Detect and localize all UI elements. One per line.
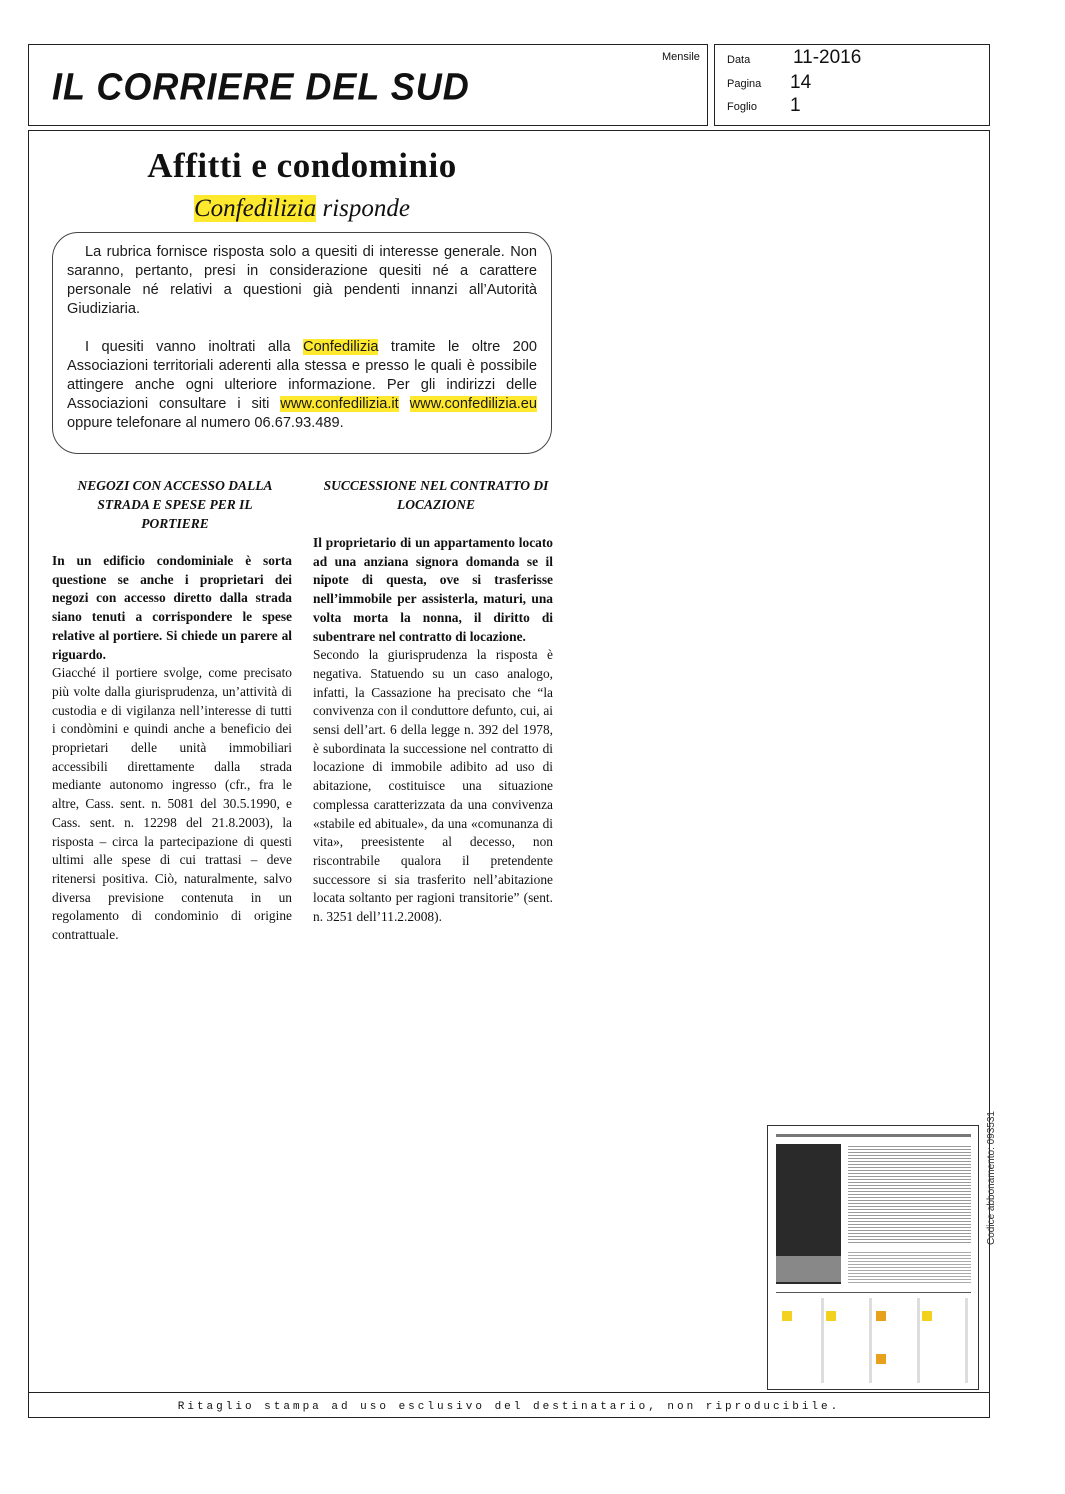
thumbnail-icon — [876, 1311, 886, 1321]
kicker-rest: risponde — [316, 195, 410, 222]
periodicity-label: Mensile — [662, 51, 700, 63]
column-1-title: NEGOZI CON ACCESSO DALLA STRADA E SPESE PER IL PORTIERE — [77, 478, 273, 531]
subscription-code: Codice abbonamento: 093531 — [986, 1111, 997, 1245]
footer-divider — [28, 1392, 990, 1393]
thumbnail-icon — [782, 1311, 792, 1321]
column-1-question: In un edificio condominiale è sorta questione se anche i proprietari dei negozi con accesso diretto dalla strada siano tenuti a corrispondere le spese relative al portiere. Si chiede un parere al riguardo. — [52, 553, 292, 662]
column-2-answer: Secondo la giurisprudenza la risposta è negativa. Statuendo su un caso analogo, infatti, la Cassazione ha precisato che “la convivenza con il conduttore defunto, cui, ai sensi dell’art. 6 della legge n. 392 del 1978, è subordinata la successione nel contratto di locazione di immobile adibito ad uso di abitazione, costituisce una situazione complessa caratterizzata da una convivenza «stabile ed abituale», da una «comunanza di vita», preesistente al decesso, non riscontrabile qualora il pretendente successore si sia trasferito nell’abitazione locata soltanto per ragioni transitorie” (sent. n. 3251 dell’11.2.2008). — [313, 647, 553, 925]
notice-text: oppure telefonare al numero 06.67.93.489. — [67, 415, 344, 431]
site-link-eu[interactable]: www.confedilizia.eu — [409, 396, 537, 412]
thumbnail-icon — [826, 1311, 836, 1321]
rubric-notice-box — [52, 232, 552, 454]
column-1-body — [52, 552, 292, 945]
column-2-title: SUCCESSIONE NEL CONTRATTO DI LOCAZIONE — [323, 478, 549, 512]
column-2-body — [313, 534, 553, 927]
notice-paragraph-1: La rubrica fornisce risposta solo a quesiti di interesse generale. Non saranno, pertanto, presi in considerazione quesiti né a carattere personale né relativi a questioni già pendenti innanzi all’Autorità Giudiziaria. — [67, 244, 537, 317]
date-label: Data — [727, 54, 751, 66]
article-kicker — [52, 195, 552, 223]
thumbnail-text-block — [848, 1250, 971, 1284]
site-link-it[interactable]: www.confedilizia.it — [280, 396, 399, 412]
column-2-question: Il proprietario di un appartamento locato ad una anziana signora domanda se il nipote di questa, ove si trasferisse nell’immobile per assisterla, maturi, una volta morta la nonna, il diritto di subentrare nel contratto di locazione. — [313, 535, 553, 644]
sheet-label: Foglio — [727, 101, 757, 113]
thumbnail-header-rule — [776, 1134, 971, 1137]
sheet-value: 1 — [790, 95, 801, 116]
thumbnail-lower-section — [776, 1298, 971, 1383]
page-thumbnail — [767, 1125, 979, 1390]
thumbnail-gray-block — [776, 1256, 841, 1282]
article-headline: Affitti e condominio — [147, 146, 457, 185]
thumbnail-icon — [876, 1354, 886, 1364]
date-value: 11-2016 — [793, 47, 862, 68]
page-value: 14 — [790, 72, 812, 93]
notice-brand: Confedilizia — [303, 339, 379, 355]
thumbnail-divider — [776, 1292, 971, 1293]
thumbnail-text-block — [848, 1144, 971, 1244]
page-label: Pagina — [727, 78, 762, 90]
column-1-answer: Giacché il portiere svolge, come precisato più volte dalla giurisprudenza, un’attività di custodia e di vigilanza nell’interesse di tutti i condòmini e quindi anche a beneficio dei proprietari delle unità immobiliari accessibili direttamente dalla strada mediante autonomo ingresso (cfr., fra le altre, Cass. sent. n. 5081 del 30.5.1990, e Cass. sent. n. 12298 del 21.8.2003), la risposta – circa la partecipazione di questi ultimi alle spese di cui trattasi – deve ritenersi positiva. Ciò, naturalmente, salvo diversa previsione contenuta in un regolamento di condominio di origine contrattuale. — [52, 665, 292, 943]
notice-paragraph-2 — [67, 338, 537, 433]
notice-text: I quesiti vanno inoltrati alla — [85, 339, 304, 355]
masthead-title: IL CORRIERE DEL SUD — [52, 64, 470, 108]
thumbnail-icon — [922, 1311, 932, 1321]
notice-text: tramite le oltre 200 Associazioni territoriali aderenti alla stessa e presso le quali è possibile attingere anche ogni ulteriore informazione. Per gli indirizzi delle Associazioni consultare i siti — [67, 339, 537, 412]
footer-disclaimer: Ritaglio stampa ad uso esclusivo del destinatario, non riproducibile. — [177, 1401, 841, 1413]
kicker-brand: Confedilizia — [194, 195, 317, 222]
